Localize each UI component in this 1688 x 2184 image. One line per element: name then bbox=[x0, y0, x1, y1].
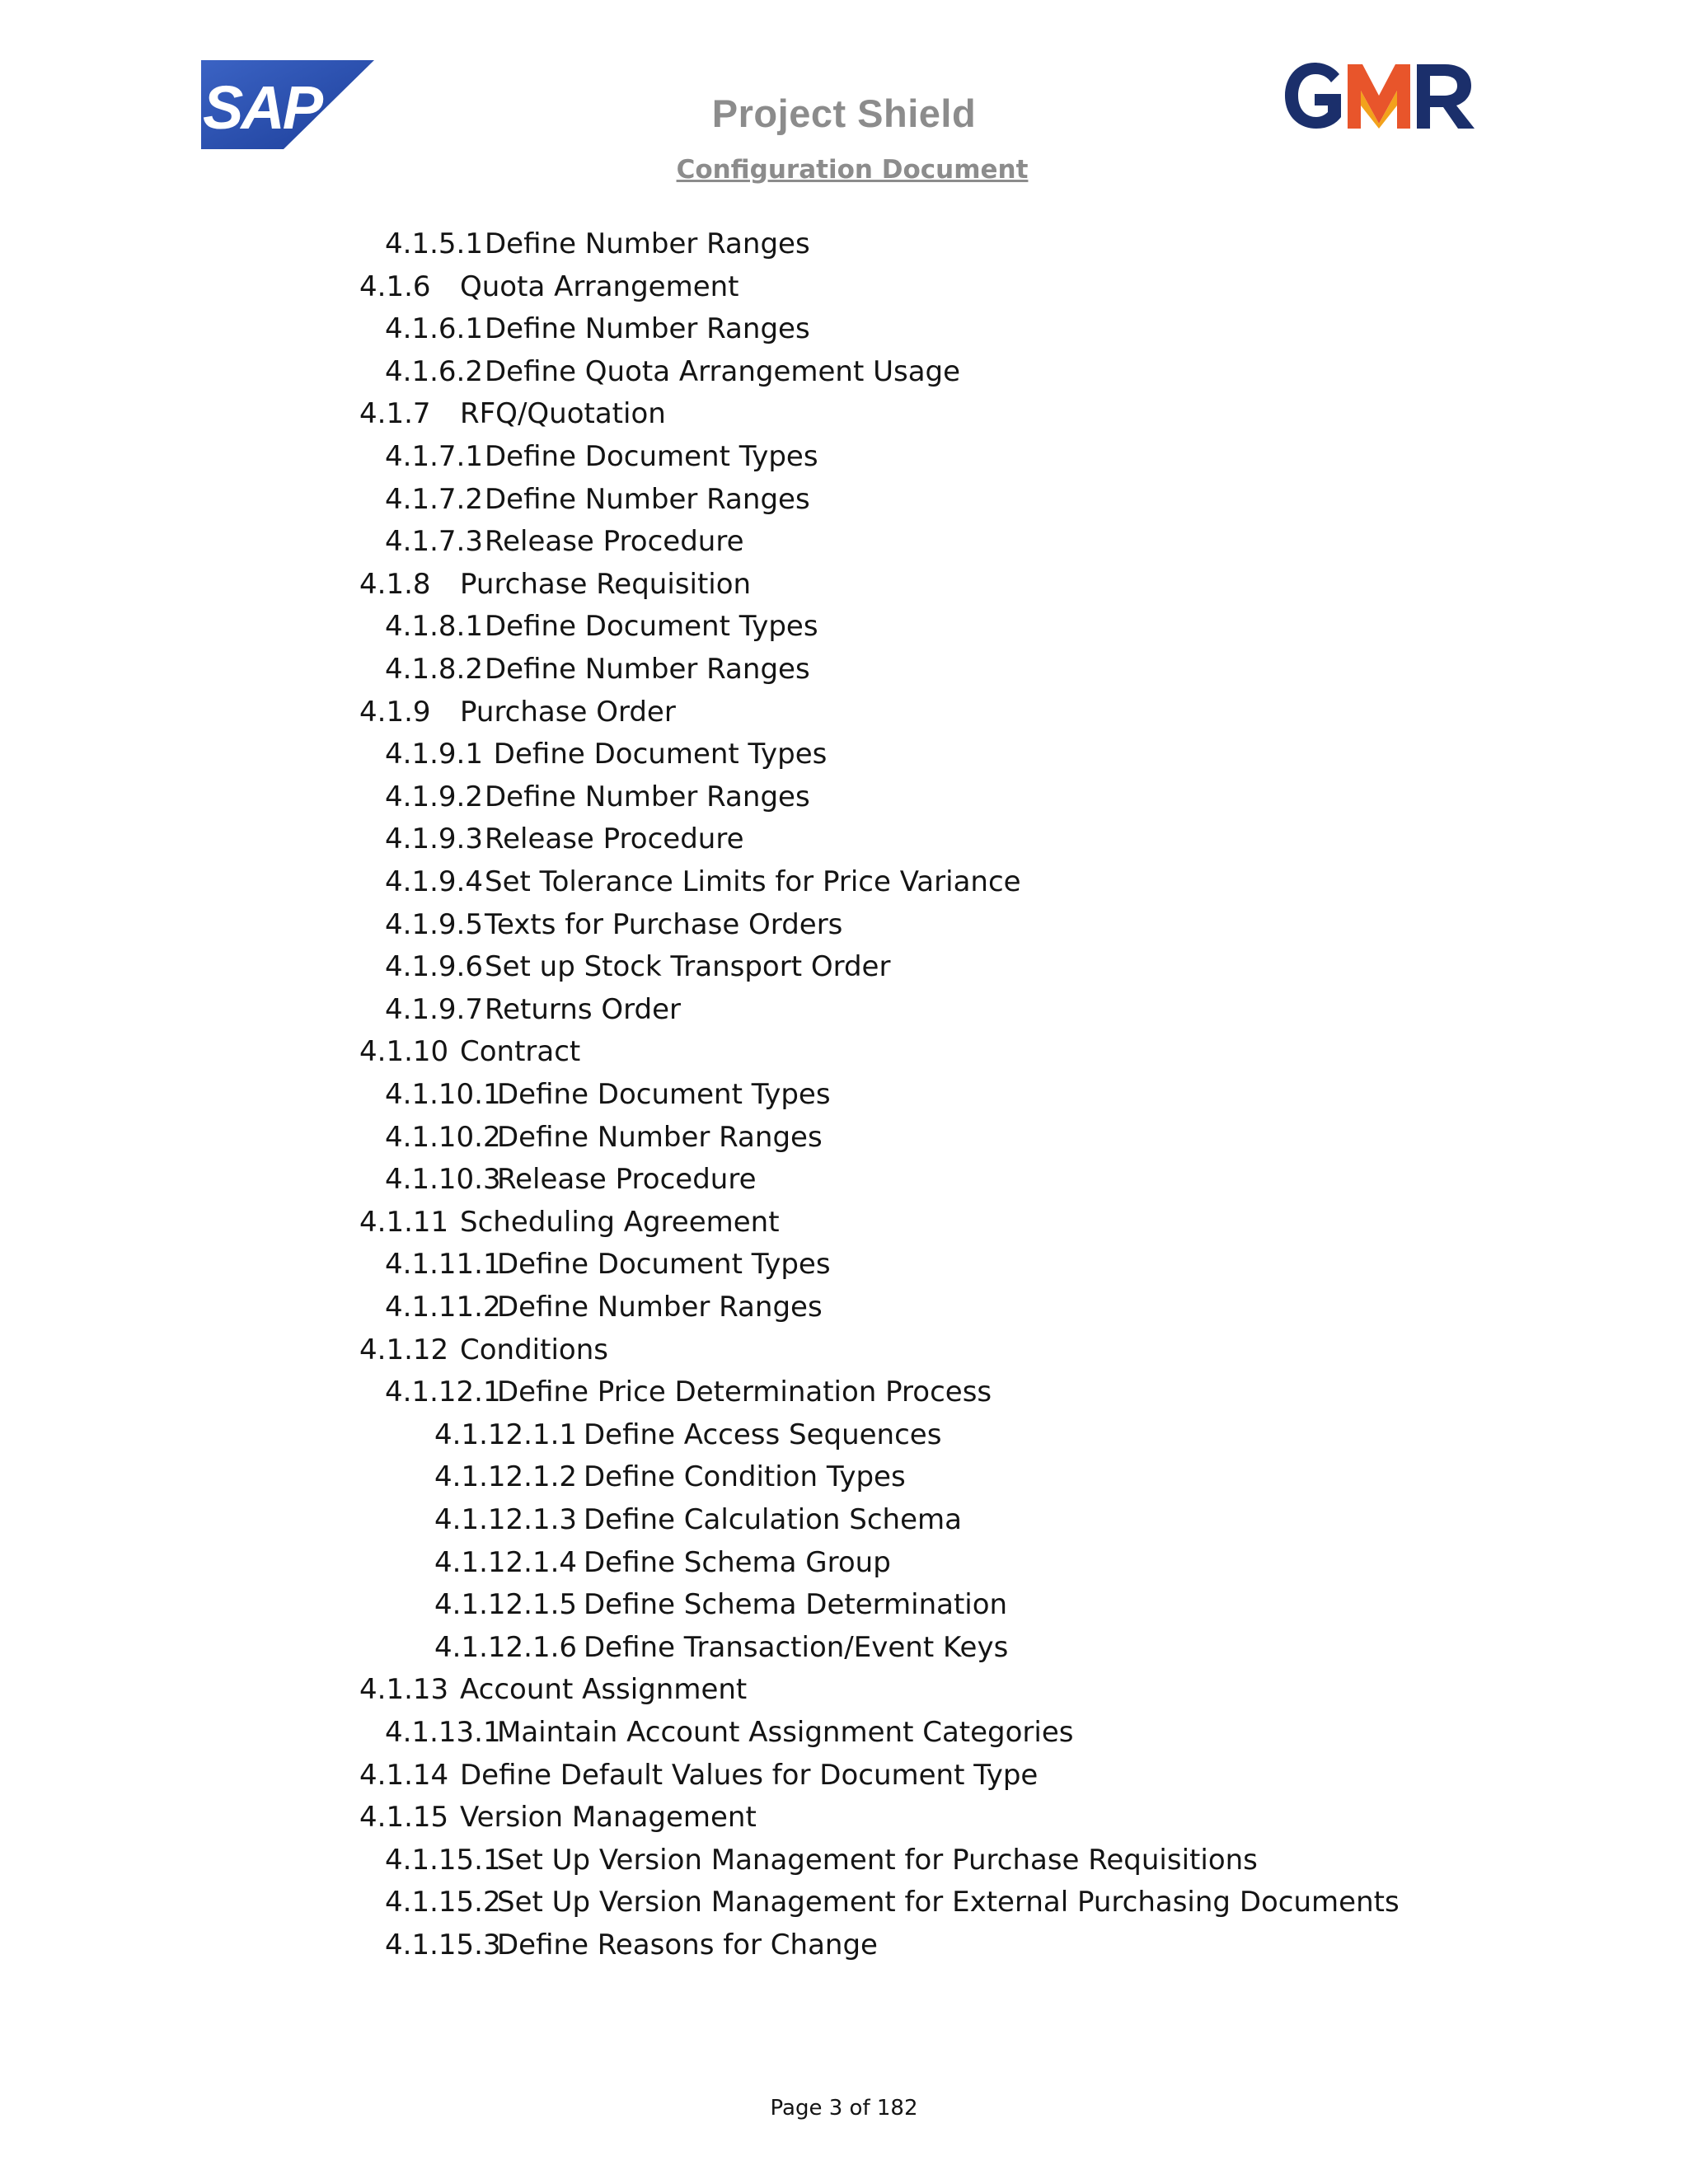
toc-entry[interactable] bbox=[385, 860, 1021, 903]
toc-entry-title: Contract bbox=[460, 1035, 581, 1069]
toc-entry[interactable] bbox=[385, 1158, 756, 1201]
toc-entry[interactable] bbox=[359, 563, 751, 606]
toc-entry-number: 4.1.11.1 bbox=[385, 1248, 501, 1282]
toc-entry-title: Define Document Types bbox=[485, 610, 818, 644]
toc-entry[interactable] bbox=[359, 392, 666, 435]
toc-entry-number: 4.1.9.4 bbox=[385, 865, 483, 898]
gmr-logo bbox=[1282, 58, 1476, 134]
toc-entry-number: 4.1.11 bbox=[359, 1205, 449, 1239]
toc-entry-number: 4.1.10.3 bbox=[385, 1163, 501, 1197]
toc-entry[interactable] bbox=[434, 1455, 906, 1498]
toc-entry-number: 4.1.7.3 bbox=[385, 525, 483, 559]
toc-entry[interactable] bbox=[359, 265, 739, 308]
toc-entry-number: 4.1.7.1 bbox=[385, 440, 483, 473]
toc-entry[interactable] bbox=[385, 1839, 1258, 1882]
toc-entry[interactable] bbox=[385, 818, 743, 860]
toc-entry-title: Define Schema Determination bbox=[584, 1588, 1008, 1622]
toc-entry-number: 4.1.15.1 bbox=[385, 1843, 501, 1877]
toc-entry-number: 4.1.6.1 bbox=[385, 312, 483, 346]
toc-entry-number: 4.1.12.1.1 bbox=[434, 1418, 578, 1451]
toc-entry-title: Quota Arrangement bbox=[460, 269, 739, 303]
toc-entry[interactable] bbox=[359, 1201, 780, 1244]
toc-entry-title: Define Number Ranges bbox=[485, 482, 810, 516]
page-number: Page 3 of 182 bbox=[770, 2096, 918, 2121]
toc-entry-number: 4.1.8.1 bbox=[385, 610, 483, 644]
toc-entry-number: 4.1.11.2 bbox=[385, 1291, 501, 1324]
toc-entry-number: 4.1.8 bbox=[359, 567, 431, 601]
toc-entry[interactable] bbox=[359, 1796, 757, 1839]
toc-entry-number: 4.1.9.1 bbox=[385, 738, 483, 771]
toc-entry[interactable] bbox=[385, 903, 842, 946]
toc-entry-title: Define Quota Arrangement Usage bbox=[485, 354, 961, 388]
toc-entry-title: Scheduling Agreement bbox=[460, 1205, 780, 1239]
toc-entry-title: Define Document Types bbox=[497, 1248, 831, 1282]
toc-entry[interactable] bbox=[359, 691, 676, 733]
toc-entry-number: 4.1.14 bbox=[359, 1758, 449, 1792]
toc-entry-number: 4.1.12.1.5 bbox=[434, 1588, 578, 1622]
document-title: Project Shield bbox=[711, 91, 977, 135]
toc-entry-number: 4.1.9.2 bbox=[385, 780, 483, 813]
toc-entry-title: Define Price Determination Process bbox=[497, 1376, 992, 1409]
toc-entry-title: Define Number Ranges bbox=[485, 653, 810, 686]
toc-entry-number: 4.1.13.1 bbox=[385, 1716, 501, 1749]
toc-entry-title: RFQ/Quotation bbox=[460, 397, 666, 431]
toc-entry[interactable] bbox=[385, 223, 810, 265]
toc-entry[interactable] bbox=[385, 307, 810, 350]
toc-entry-number: 4.1.12.1.2 bbox=[434, 1460, 578, 1494]
toc-entry[interactable] bbox=[434, 1413, 941, 1456]
toc-entry[interactable] bbox=[385, 1881, 1400, 1924]
toc-entry-title: Conditions bbox=[460, 1333, 608, 1366]
toc-entry-title: Define Number Ranges bbox=[497, 1291, 823, 1324]
toc-entry-number: 4.1.6 bbox=[359, 269, 431, 303]
toc-entry-title: Define Number Ranges bbox=[497, 1120, 823, 1154]
toc-entry-title: Define Document Types bbox=[485, 440, 818, 473]
toc-entry[interactable] bbox=[359, 1030, 580, 1073]
toc-entry-number: 4.1.9.3 bbox=[385, 823, 483, 856]
toc-entry-title: Set Up Version Management for Purchase Requisitions bbox=[497, 1843, 1258, 1877]
toc-entry-title: Version Management bbox=[460, 1801, 757, 1835]
toc-entry[interactable] bbox=[434, 1541, 891, 1584]
toc-entry-title: Account Assignment bbox=[460, 1673, 748, 1707]
toc-entry-number: 4.1.15 bbox=[359, 1801, 449, 1835]
toc-entry[interactable] bbox=[385, 1243, 831, 1286]
svg-text:SAP: SAP bbox=[203, 73, 321, 142]
toc-entry[interactable] bbox=[385, 605, 818, 648]
toc-entry-number: 4.1.5.1 bbox=[385, 227, 483, 260]
toc-entry-title: Define Reasons for Change bbox=[497, 1929, 878, 1961]
toc-entry-number: 4.1.7 bbox=[359, 397, 431, 431]
toc-entry[interactable] bbox=[359, 1329, 608, 1371]
toc-entry-title: Texts for Purchase Orders bbox=[485, 907, 843, 941]
toc-entry-number: 4.1.12.1 bbox=[385, 1376, 501, 1409]
toc-entry[interactable] bbox=[385, 350, 960, 393]
toc-entry-title: Define Number Ranges bbox=[485, 312, 810, 346]
toc-entry-number: 4.1.9.5 bbox=[385, 907, 483, 941]
toc-entry-title: Define Document Types bbox=[485, 738, 828, 771]
toc-entry-title: Define Number Ranges bbox=[485, 227, 810, 260]
toc-entry-number: 4.1.12.1.6 bbox=[434, 1630, 578, 1664]
toc-entry[interactable] bbox=[434, 1583, 1007, 1626]
toc-entry[interactable] bbox=[385, 1286, 823, 1329]
toc-entry-title: Set Tolerance Limits for Price Variance bbox=[485, 865, 1021, 898]
toc-entry-title: Set up Stock Transport Order bbox=[485, 950, 891, 984]
toc-entry-number: 4.1.10 bbox=[359, 1035, 449, 1069]
toc-entry[interactable] bbox=[385, 945, 890, 988]
toc-entry-title: Define Document Types bbox=[497, 1078, 831, 1111]
toc-entry-title: Release Procedure bbox=[497, 1163, 757, 1197]
toc-entry[interactable] bbox=[385, 520, 743, 563]
toc-entry-number: 4.1.12.1.4 bbox=[434, 1545, 578, 1579]
toc-entry[interactable] bbox=[385, 733, 827, 776]
toc-entry-title: Define Transaction/Event Keys bbox=[584, 1630, 1009, 1664]
toc-entry-number: 4.1.10.1 bbox=[385, 1078, 501, 1111]
toc-entry[interactable] bbox=[385, 648, 810, 691]
toc-entry-number: 4.1.10.2 bbox=[385, 1120, 501, 1154]
toc-entry[interactable] bbox=[359, 1754, 1038, 1797]
toc-entry-title: Define Default Values for Document Type bbox=[460, 1758, 1039, 1792]
toc-entry-number: 4.1.12 bbox=[359, 1333, 449, 1366]
toc-entry-number: 4.1.8.2 bbox=[385, 653, 483, 686]
toc-entry[interactable] bbox=[385, 988, 681, 1031]
toc-entry[interactable] bbox=[359, 1668, 747, 1711]
toc-entry-title: Define Schema Group bbox=[584, 1545, 891, 1579]
toc-entry-number: 4.1.6.2 bbox=[385, 354, 483, 388]
toc-entry[interactable] bbox=[385, 435, 818, 478]
toc-entry[interactable] bbox=[385, 478, 810, 521]
toc-entry-number: 4.1.9.7 bbox=[385, 992, 483, 1026]
toc-entry[interactable] bbox=[385, 1371, 992, 1413]
toc-entry[interactable] bbox=[434, 1498, 962, 1541]
toc-entry[interactable] bbox=[385, 776, 810, 818]
toc-entry[interactable] bbox=[434, 1626, 1008, 1669]
toc-entry-number: 4.1.9 bbox=[359, 695, 431, 729]
toc-entry-title: Maintain Account Assignment Categories bbox=[497, 1716, 1074, 1749]
toc-entry[interactable] bbox=[385, 1711, 1073, 1754]
toc-entry-title: Purchase Order bbox=[460, 695, 676, 729]
toc-entry[interactable] bbox=[385, 1924, 878, 1966]
toc-entry-number: 4.1.15.2 bbox=[385, 1886, 501, 1919]
toc-entry[interactable] bbox=[385, 1116, 823, 1159]
toc-entry-number: 4.1.13 bbox=[359, 1673, 449, 1707]
toc-entry-title: Release Procedure bbox=[485, 823, 744, 856]
toc-entry-title: Release Procedure bbox=[485, 525, 744, 559]
toc-entry-number: 4.1.15.3 bbox=[385, 1929, 501, 1961]
toc-entry-title: Purchase Requisition bbox=[460, 567, 752, 601]
toc-entry-title: Define Access Sequences bbox=[584, 1418, 942, 1451]
toc-entry-title: Define Calculation Schema bbox=[584, 1503, 962, 1536]
document-subtitle: Configuration Document bbox=[676, 155, 1029, 185]
toc-entry-number: 4.1.9.6 bbox=[385, 950, 483, 984]
toc-entry-title: Returns Order bbox=[485, 992, 681, 1026]
toc-entry-title: Define Condition Types bbox=[584, 1460, 906, 1494]
toc-entry[interactable] bbox=[385, 1073, 831, 1116]
toc-entry-title: Set Up Version Management for External Purchasing Documents bbox=[497, 1886, 1400, 1919]
toc-entry-number: 4.1.12.1.3 bbox=[434, 1503, 578, 1536]
toc-entry-number: 4.1.7.2 bbox=[385, 482, 483, 516]
toc-entry-title: Define Number Ranges bbox=[485, 780, 810, 813]
